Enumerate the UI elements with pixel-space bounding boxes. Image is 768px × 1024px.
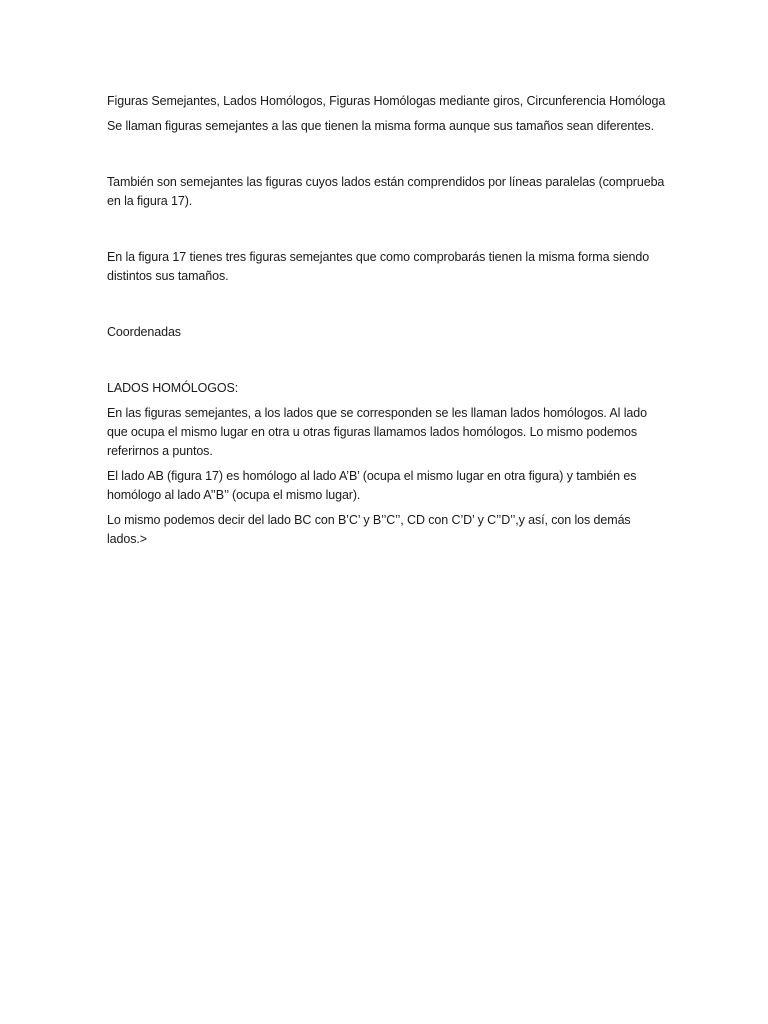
paragraph-homologous-definition: En las figuras semejantes, a los lados que se corresponden se les llaman lados homólogos. Al lado que ocupa el mismo lugar en otra u otras figuras llamamos lados homólogos. Lo mismo podemos referirnos a puntos. — [107, 406, 647, 458]
paragraph-parallel-sides: También son semejantes las figuras cuyos lados están comprendidos por líneas paralelas (comprueba en la figura 17). — [107, 175, 665, 208]
document-body — [107, 92, 667, 549]
document-title: Figuras Semejantes, Lados Homólogos, Figuras Homólogas mediante giros, Circunferencia Homóloga — [107, 94, 666, 108]
paragraph-figure-17: En la figura 17 tienes tres figuras semejantes que como comprobarás tienen la misma forma siendo distintos sus tamaños. — [107, 250, 650, 283]
paragraph-coordinates: Coordenadas — [107, 325, 181, 339]
section-heading-homologous-sides: LADOS HOMÓLOGOS: — [107, 381, 239, 395]
paragraph-definition: Se llaman figuras semejantes a las que tienen la misma forma aunque sus tamaños sean diferentes. — [107, 119, 654, 133]
paragraph-homologous-example: El lado AB (figura 17) es homólogo al lado A’B’ (ocupa el mismo lugar en otra figura) y también es homólogo al lado A’’B’’ (ocupa el mismo lugar). — [107, 469, 637, 502]
paragraph-homologous-more: Lo mismo podemos decir del lado BC con B’C’ y B’’C’’, CD con C’D’ y C’’D’’,y así, con los demás lados.> — [107, 513, 631, 546]
